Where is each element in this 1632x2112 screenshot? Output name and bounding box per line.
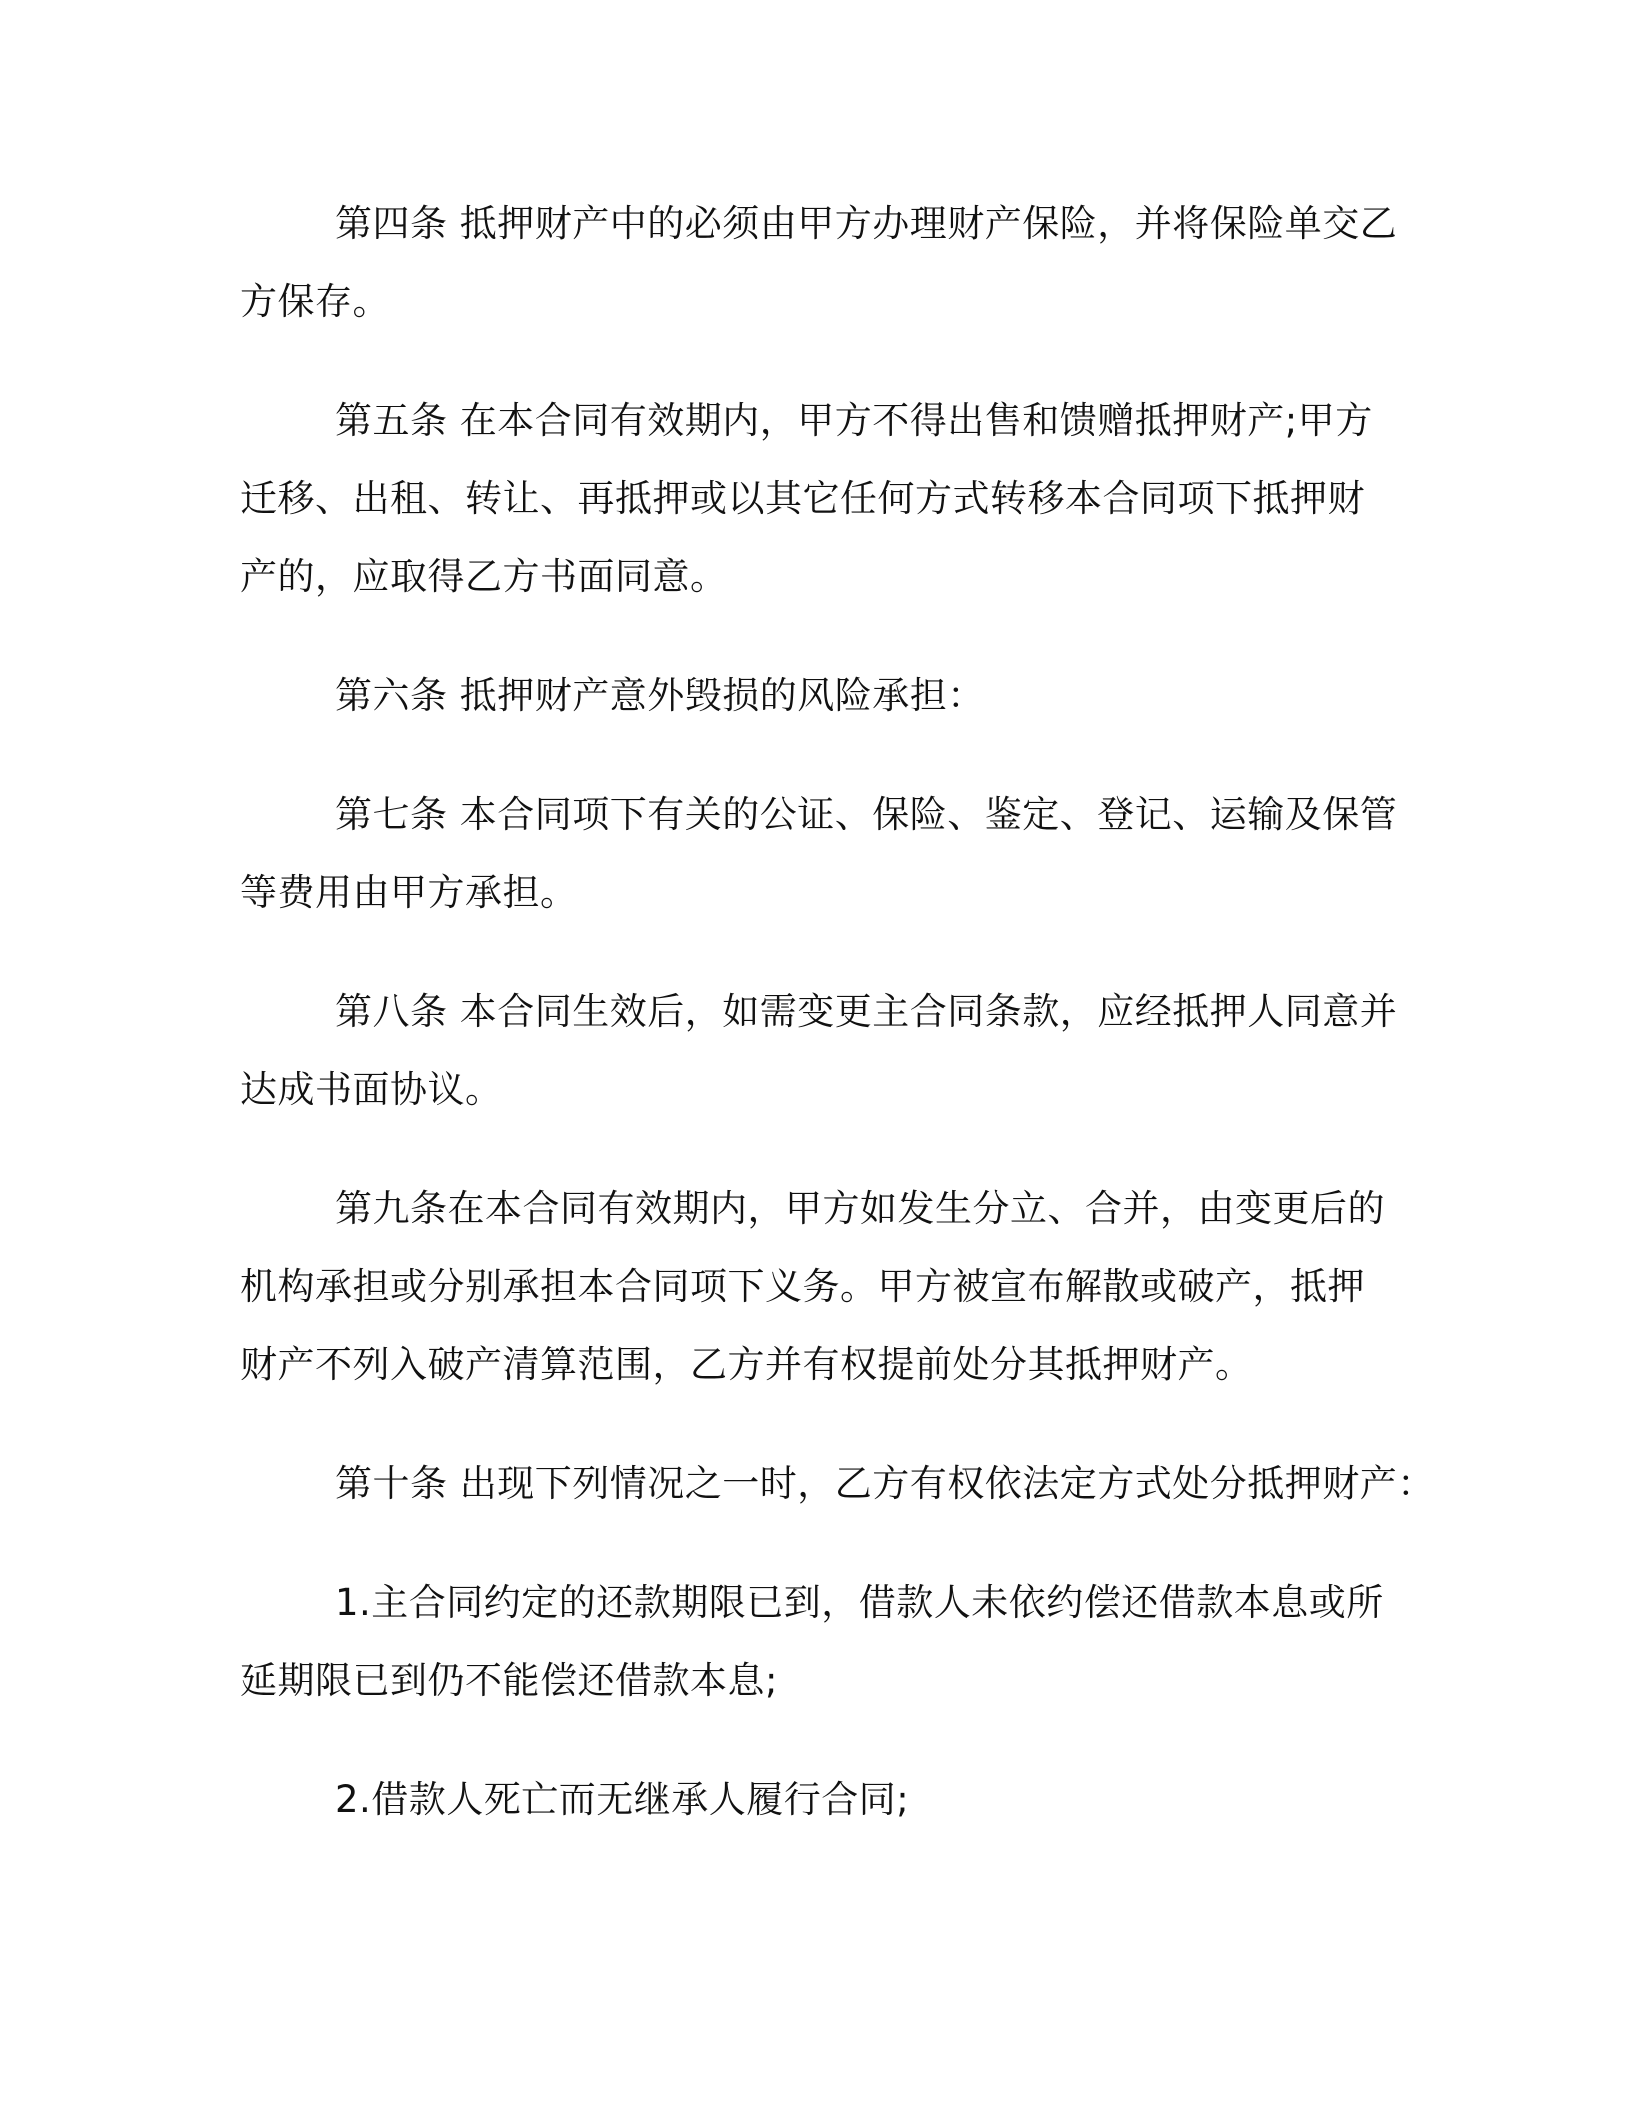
article-4-paragraph <box>240 185 1400 341</box>
paragraph-line: 第六条 抵押财产意外毁损的风险承担： <box>335 674 985 717</box>
paragraph-line: 达成书面协议。 <box>240 1068 503 1111</box>
article-8-paragraph <box>240 973 1400 1129</box>
list-item-1 <box>240 1564 1400 1720</box>
paragraph-line: 第七条 本合同项下有关的公证、保险、鉴定、登记、运输及保管 <box>335 793 1398 836</box>
article-9-paragraph <box>240 1170 1400 1404</box>
paragraph-line: 产的，应取得乙方书面同意。 <box>240 555 728 598</box>
document-body <box>240 185 1435 1880</box>
list-item-2 <box>240 1761 1400 1839</box>
article-6-paragraph <box>240 657 1400 735</box>
paragraph-line: 第九条在本合同有效期内，甲方如发生分立、合并，由变更后的 <box>335 1187 1385 1230</box>
paragraph-line: 2.借款人死亡而无继承人履行合同; <box>335 1778 910 1821</box>
paragraph-line: 第八条 本合同生效后，如需变更主合同条款，应经抵押人同意并 <box>335 990 1398 1033</box>
paragraph-line: 延期限已到仍不能偿还借款本息; <box>240 1659 778 1702</box>
paragraph-line: 第五条 在本合同有效期内，甲方不得出售和馈赠抵押财产;甲方 <box>335 399 1373 442</box>
paragraph-line: 1.主合同约定的还款期限已到，借款人未依约偿还借款本息或所 <box>335 1581 1384 1624</box>
article-10-paragraph <box>240 1445 1435 1523</box>
paragraph-line: 方保存。 <box>240 280 390 323</box>
paragraph-line: 第四条 抵押财产中的必须由甲方办理财产保险，并将保险单交乙 <box>335 202 1398 245</box>
article-5-paragraph <box>240 382 1400 616</box>
paragraph-line: 机构承担或分别承担本合同项下义务。甲方被宣布解散或破产，抵押 <box>240 1265 1365 1308</box>
paragraph-line: 财产不列入破产清算范围，乙方并有权提前处分其抵押财产。 <box>240 1343 1253 1386</box>
paragraph-line: 第十条 出现下列情况之一时，乙方有权依法定方式处分抵押财产： <box>335 1462 1435 1505</box>
paragraph-line: 迁移、出租、转让、再抵押或以其它任何方式转移本合同项下抵押财 <box>240 477 1365 520</box>
article-7-paragraph <box>240 776 1400 932</box>
paragraph-line: 等费用由甲方承担。 <box>240 871 578 914</box>
